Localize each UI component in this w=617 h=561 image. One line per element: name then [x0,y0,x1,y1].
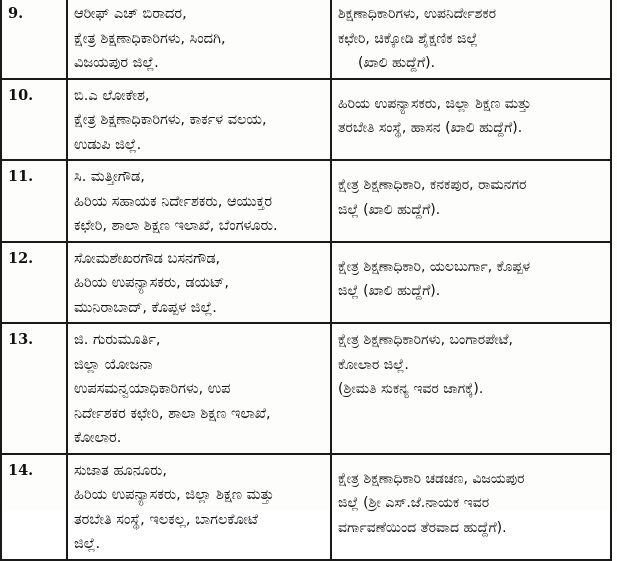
current-posting-line: ಕೋಲಾರ. [74,430,122,446]
current-posting-cell [67,0,331,79]
new-posting-line: ಜಿಲ್ಲೆ (ಶ್ರೀ ಎಸ್.ಜೆ.ನಾಯಕ ಇವರ [338,495,490,511]
current-posting-line: ಜಿ. ಗುರುಮೂರ್ತಿ, [74,332,161,348]
current-posting-line: ಜಿಲ್ಲಾ ಯೋಜನಾ [74,356,153,373]
new-posting-line: ತರಬೇತಿ ಸಂಸ್ಥೆ, ಹಾಸನ (ಖಾಲಿ ಹುದ್ದೆಗೆ). [338,120,523,136]
current-posting-line: ಸಿ. ಮತ್ತೀಗೌಡ, [74,169,145,185]
current-posting-line: ಕ್ಷೇತ್ರ ಶಿಕ್ಷಣಾಧಿಕಾರಿಗಳು, ಕಾರ್ಕಳ ವಲಯ, [74,112,267,128]
serial-number-cell [1,79,67,161]
new-posting-cell [331,242,611,324]
new-posting-line: ಕ್ಷೇತ್ರ ಶಿಕ್ಷಣಾಧಿಕಾರಿಗಳು, ಬಂಗಾರಪೇಟೆ, [338,332,513,348]
table-row [1,242,611,324]
new-posting-line: (ಖಾಲಿ ಹುದ್ದೆಗೆ). [358,55,436,71]
new-posting-line: ಕ್ಷೇತ್ರ ಶಿಕ್ಷಣಾಧಿಕಾರಿ, ಕನಕಪುರ, ರಾಮನಗರ [338,177,527,193]
current-posting-line: ತರಬೇತಿ ಸಂಸ್ಥೆ, ಇಲಕಲ್ಲ, ಬಾಗಲಕೋಟೆ [74,511,258,528]
serial-number: 10. [8,86,34,104]
serial-number-cell [1,454,67,560]
current-posting-line: ಜಿಲ್ಲೆ. [74,536,101,552]
current-posting-line: ಹಿರಿಯ ಉಪನ್ಯಾಸಕರು, ಜಿಲ್ಲಾ ಶಿಕ್ಷಣ ಮತ್ತು [74,487,274,503]
current-posting-cell [67,242,331,324]
serial-number-cell [1,323,67,454]
new-posting-line: ಕೋಲಾರ ಜಿಲ್ಲೆ. [338,356,409,373]
transfer-table-body [1,0,611,560]
current-posting-line: ಸೋಮಶೇಖರಗೌಡ ಬಸನಗೌಡ, [74,250,221,267]
serial-number-cell [1,160,67,242]
new-posting-line: ಜಿಲ್ಲೆ (ಖಾಲಿ ಹುದ್ದೆಗೆ). [338,283,441,299]
new-posting-cell [331,454,611,560]
current-posting-cell [67,79,331,161]
current-posting-line: ಮುನಿರಾಬಾದ್, ಕೊಪ್ಪಳ ಜಿಲ್ಲೆ. [74,299,217,316]
current-posting-cell [67,323,331,454]
current-posting-line: ಉಪಸಮನ್ವಯಾಧಿಕಾರಿಗಳು, ಉಪ [74,381,231,397]
new-posting-line: ಶಿಕ್ಷಣಾಧಿಕಾರಿಗಳು, ಉಪನಿರ್ದೇಶಕರ [338,6,497,22]
table-row [1,454,611,560]
current-posting-line: ಆರೀಫ್ ಎಚ್ ಬಿರಾದರ, [74,6,187,22]
serial-number: 11. [8,168,34,185]
current-posting-cell [67,160,331,242]
new-posting-cell [331,0,611,79]
new-posting-line: ಕಛೇರಿ, ಚಿಕ್ಕೋಡಿ ಶೈಕ್ಷಣಿಕ ಜಿಲ್ಲೆ [338,30,478,47]
table-row [1,323,611,454]
current-posting-line: ಹಿರಿಯ ಉಪನ್ಯಾಸಕರು, ಡಯಟ್, [74,275,229,291]
new-posting-line: ಜಿಲ್ಲೆ (ಖಾಲಿ ಹುದ್ದೆಗೆ). [338,201,441,218]
current-posting-line: ಸುಜಾತ ಹೂನೂರು, [74,462,167,479]
current-posting-line: ನಿರ್ದೇಶಕರ ಕಛೇರಿ, ಶಾಲಾ ಶಿಕ್ಷಣ ಇಲಾಖೆ, [74,405,271,422]
current-posting-line: ಬಿ.ಎ ಲೋಕೇಶ, [74,87,150,104]
table-row [1,0,611,79]
serial-number: 12. [8,249,34,267]
new-posting-line: (ಶ್ರೀಮತಿ ಸುಕನ್ಯ ಇವರ ಜಾಗಕ್ಕೆ). [338,381,484,397]
current-posting-line: ವಿಜಯಪುರ ಜಿಲ್ಲೆ. [74,55,159,71]
table-row [1,160,611,242]
current-posting-line: ಉಡುಪಿ ಜಿಲ್ಲೆ. [74,136,142,153]
new-posting-line: ಕ್ಷೇತ್ರ ಶಿಕ್ಷಣಾಧಿಕಾರಿ, ಯಲಬುರ್ಗಾ, ಕೊಪ್ಪಳ [338,258,531,275]
new-posting-line: ಹಿರಿಯ ಉಪನ್ಯಾಸಕರು, ಜಿಲ್ಲಾ ಶಿಕ್ಷಣ ಮತ್ತು [338,95,532,112]
serial-number: 13. [8,331,34,348]
current-posting-line: ಕ್ಷೇತ್ರ ಶಿಕ್ಷಣಾಧಿಕಾರಿಗಳು, ಸಿಂದಗಿ, [74,30,226,47]
new-posting-cell [331,323,611,454]
serial-number: 9. [8,5,24,22]
serial-number-cell [1,0,67,79]
new-posting-cell [331,160,611,242]
current-posting-cell [67,454,331,560]
new-posting-cell [331,79,611,161]
new-posting-line: ಕ್ಷೇತ್ರ ಶಿಕ್ಷಣಾಧಿಕಾರಿ ಚಡಚಣ, ವಿಜಯಪುರ [338,470,525,487]
serial-number: 14. [8,461,34,479]
current-posting-line: ಕಛೇರಿ, ಶಾಲಾ ಶಿಕ್ಷಣ ಇಲಾಖೆ, ಬೆಂಗಳೂರು. [74,218,278,234]
table-row [1,79,611,161]
current-posting-line: ಹಿರಿಯ ಸಹಾಯಕ ನಿರ್ದೇಶಕರು, ಆಯುಕ್ತರ [74,193,273,210]
serial-number-cell [1,242,67,324]
new-posting-line: ವರ್ಗಾವಣೆಯಿಂದ ತೆರವಾದ ಹುದ್ದೆಗೆ). [338,519,507,536]
